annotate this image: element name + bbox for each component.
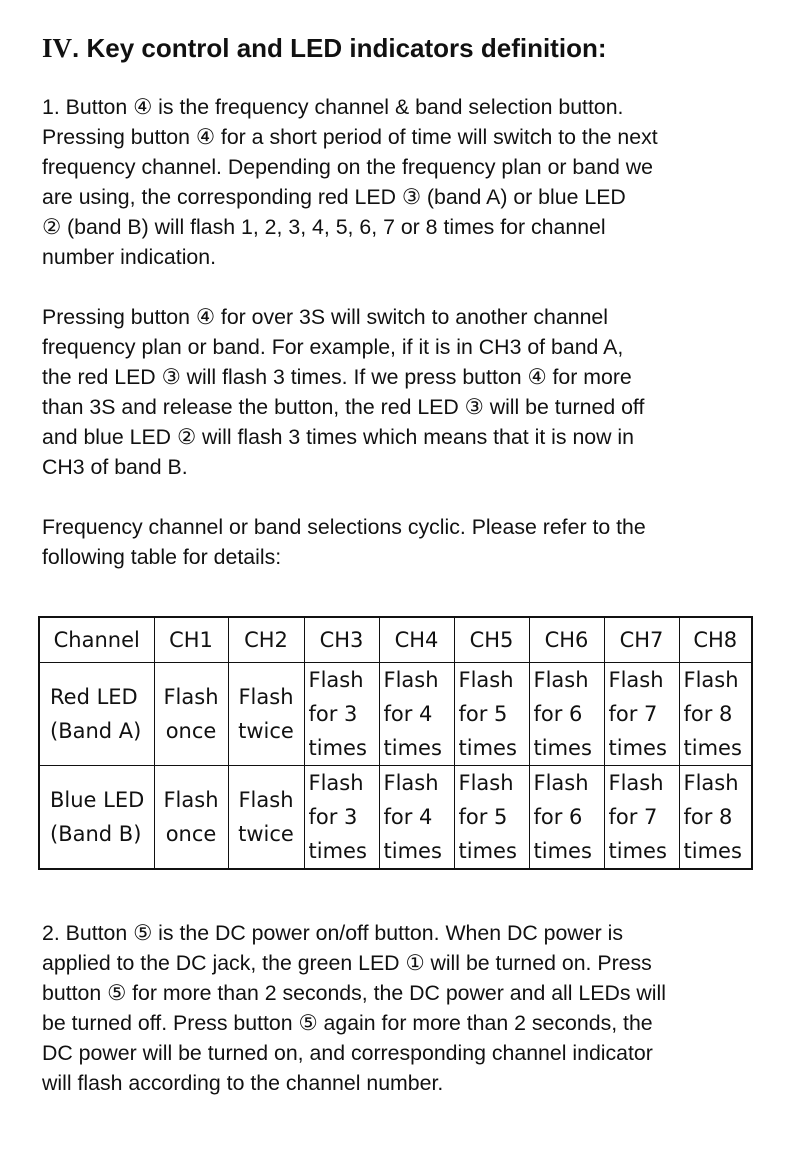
cell-line: Flash	[608, 668, 664, 692]
paragraph-line: frequency channel. Depending on the frequency plan or band we	[42, 155, 653, 179]
paragraph-line: DC power will be turned on, and corresponding channel indicator	[42, 1041, 653, 1065]
header-channel: Channel	[39, 617, 154, 663]
paragraph-button-4-short-press	[42, 92, 762, 272]
cell-line: Flash	[533, 771, 589, 795]
paragraph-table-intro	[42, 512, 762, 572]
cell-blue-ch6	[529, 766, 604, 870]
cell-line: for 3	[308, 702, 358, 726]
row-label-red-led	[39, 663, 154, 766]
cell-line: for 7	[608, 702, 658, 726]
paragraph-line: will flash according to the channel number.	[42, 1071, 444, 1095]
cell-line: Flash	[238, 685, 294, 709]
header-ch7: CH7	[604, 617, 679, 663]
cell-line: for 8	[683, 702, 733, 726]
cell-red-ch4	[379, 663, 454, 766]
cell-line: Flash	[308, 771, 364, 795]
paragraph-line: following table for details:	[42, 545, 282, 569]
cell-line: for 3	[308, 805, 358, 829]
cell-line: times	[533, 839, 592, 863]
section-roman-numeral: IV	[42, 33, 73, 63]
header-ch4: CH4	[379, 617, 454, 663]
header-ch6: CH6	[529, 617, 604, 663]
cell-line: times	[308, 839, 367, 863]
cell-blue-ch1	[154, 766, 228, 870]
header-ch8: CH8	[679, 617, 752, 663]
cell-line: for 5	[458, 702, 508, 726]
paragraph-line: than 3S and release the button, the red LED ③ will be turned off	[42, 395, 645, 419]
cell-line: Flash	[458, 668, 514, 692]
cell-line: times	[383, 839, 442, 863]
paragraph-line: the red LED ③ will flash 3 times. If we press button ④ for more	[42, 365, 632, 389]
paragraph-line: applied to the DC jack, the green LED ① will be turned on. Press	[42, 951, 652, 975]
row-label-line: Blue LED	[50, 788, 145, 812]
paragraph-button-4-long-press	[42, 302, 762, 482]
cell-line: times	[683, 839, 742, 863]
cell-line: for 4	[383, 805, 433, 829]
table-row-red-led	[39, 663, 752, 766]
cell-line: times	[308, 736, 367, 760]
table-row-blue-led	[39, 766, 752, 870]
cell-line: times	[458, 839, 517, 863]
cell-red-ch7	[604, 663, 679, 766]
cell-red-ch1	[154, 663, 228, 766]
cell-blue-ch4	[379, 766, 454, 870]
header-ch1: CH1	[154, 617, 228, 663]
cell-line: Flash	[163, 685, 219, 709]
paragraph-line: frequency plan or band. For example, if it is in CH3 of band A,	[42, 335, 624, 359]
paragraph-line: 2. Button ⑤ is the DC power on/off button. When DC power is	[42, 921, 623, 945]
cell-line: twice	[238, 719, 294, 743]
cell-line: twice	[238, 822, 294, 846]
cell-red-ch2	[228, 663, 304, 766]
paragraph-line: Pressing button ④ for over 3S will switch to another channel	[42, 305, 609, 329]
cell-line: times	[458, 736, 517, 760]
cell-line: for 7	[608, 805, 658, 829]
cell-blue-ch7	[604, 766, 679, 870]
cell-line: Flash	[458, 771, 514, 795]
cell-line: once	[165, 822, 217, 846]
cell-line: once	[165, 719, 217, 743]
cell-line: for 6	[533, 702, 583, 726]
cell-line: for 6	[533, 805, 583, 829]
cell-line: for 8	[683, 805, 733, 829]
cell-line: Flash	[163, 788, 219, 812]
cell-line: Flash	[308, 668, 364, 692]
cell-line: Flash	[683, 771, 739, 795]
row-label-blue-led	[39, 766, 154, 870]
paragraph-line: ② (band B) will flash 1, 2, 3, 4, 5, 6, 7 or 8 times for channel	[42, 215, 606, 239]
cell-line: Flash	[383, 668, 439, 692]
cell-line: Flash	[533, 668, 589, 692]
cell-line: for 4	[383, 702, 433, 726]
paragraph-line: Frequency channel or band selections cyclic. Please refer to the	[42, 515, 646, 539]
section-title: . Key control and LED indicators definition:	[72, 33, 607, 63]
cell-blue-ch2	[228, 766, 304, 870]
paragraph-line: Pressing button ④ for a short period of time will switch to the next	[42, 125, 658, 149]
cell-blue-ch3	[304, 766, 379, 870]
paragraph-line: and blue LED ② will flash 3 times which means that it is now in	[42, 425, 635, 449]
cell-line: Flash	[608, 771, 664, 795]
paragraph-line: CH3 of band B.	[42, 455, 188, 479]
cell-line: for 5	[458, 805, 508, 829]
cell-line: Flash	[683, 668, 739, 692]
cell-line: times	[383, 736, 442, 760]
header-ch3: CH3	[304, 617, 379, 663]
paragraph-button-5-power	[42, 918, 762, 1098]
cell-line: times	[608, 736, 667, 760]
paragraph-line: are using, the corresponding red LED ③ (band A) or blue LED	[42, 185, 626, 209]
row-label-line: (Band A)	[50, 719, 142, 743]
section-heading	[42, 28, 607, 68]
cell-red-ch3	[304, 663, 379, 766]
row-label-line: Red LED	[50, 685, 138, 709]
header-ch2: CH2	[228, 617, 304, 663]
cell-line: Flash	[238, 788, 294, 812]
cell-line: Flash	[383, 771, 439, 795]
paragraph-line: be turned off. Press button ⑤ again for more than 2 seconds, the	[42, 1011, 653, 1035]
cell-blue-ch5	[454, 766, 529, 870]
cell-line: times	[533, 736, 592, 760]
cell-line: times	[608, 839, 667, 863]
cell-red-ch6	[529, 663, 604, 766]
paragraph-line: button ⑤ for more than 2 seconds, the DC power and all LEDs will	[42, 981, 666, 1005]
cell-line: times	[683, 736, 742, 760]
header-ch5: CH5	[454, 617, 529, 663]
led-indicator-table	[38, 616, 753, 870]
row-label-line: (Band B)	[50, 822, 142, 846]
paragraph-line: 1. Button ④ is the frequency channel & band selection button.	[42, 95, 624, 119]
cell-red-ch5	[454, 663, 529, 766]
paragraph-line: number indication.	[42, 245, 217, 269]
cell-red-ch8	[679, 663, 752, 766]
cell-blue-ch8	[679, 766, 752, 870]
table-header-row	[39, 617, 752, 663]
